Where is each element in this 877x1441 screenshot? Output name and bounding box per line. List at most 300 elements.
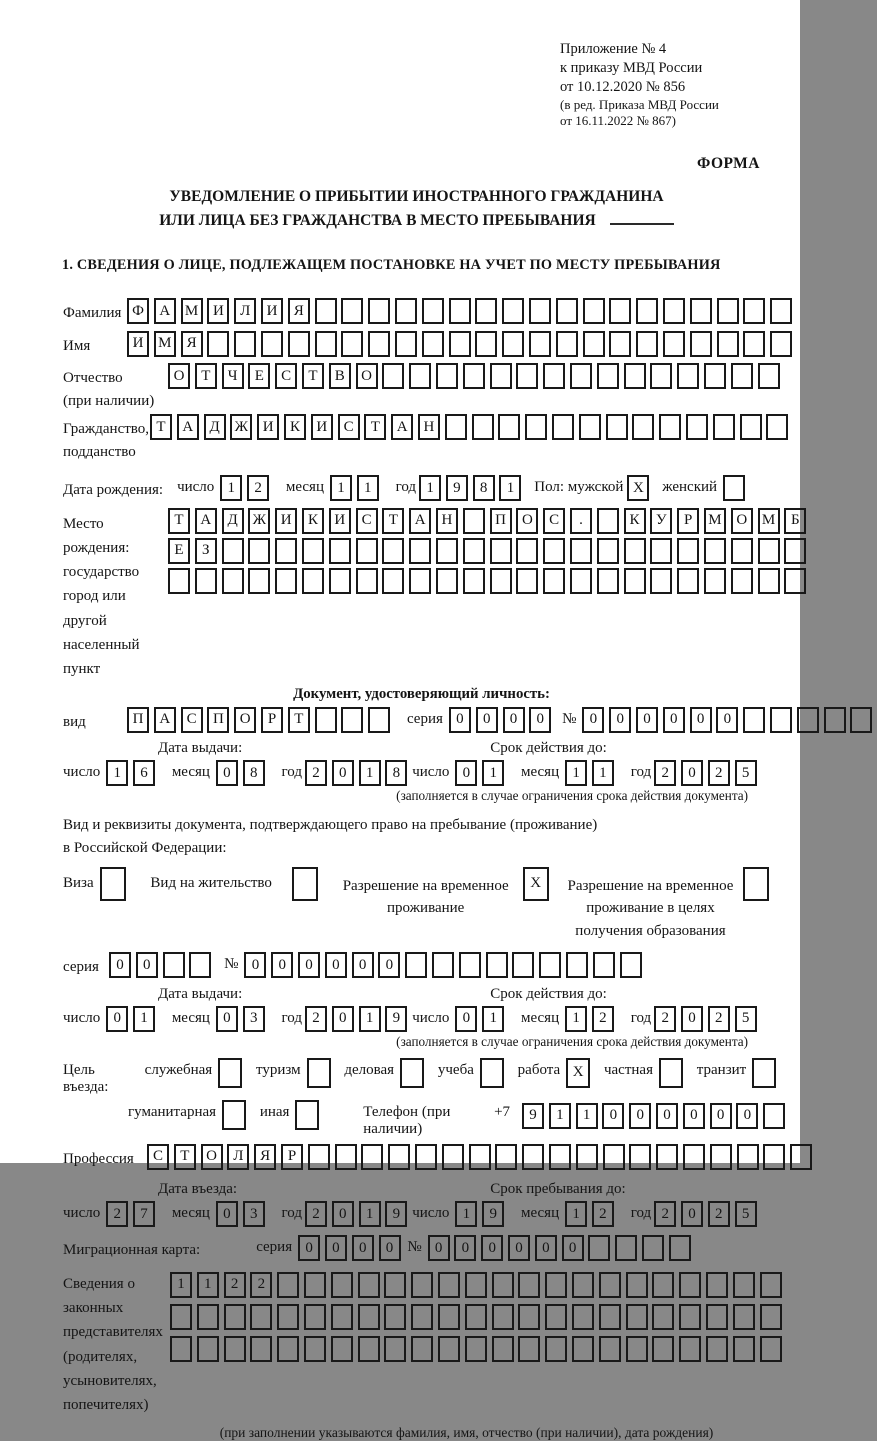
patronymic-cell[interactable] [382, 363, 404, 389]
legal-reps-cell[interactable] [572, 1272, 594, 1298]
surname-cell[interactable] [717, 298, 739, 324]
legal-reps-cell[interactable] [331, 1336, 353, 1362]
doc-kind-cell[interactable] [315, 707, 337, 733]
profession-cell[interactable]: О [201, 1144, 223, 1170]
residence-number-cell[interactable] [432, 952, 454, 978]
legal-reps-cell[interactable] [197, 1304, 219, 1330]
phone-cell[interactable]: 0 [656, 1103, 678, 1129]
phone-cell[interactable]: 9 [522, 1103, 544, 1129]
doc-kind-cell[interactable]: П [207, 707, 229, 733]
legal-reps-cell[interactable] [492, 1336, 514, 1362]
patronymic-cell[interactable] [463, 363, 485, 389]
residence-number-cell[interactable]: 0 [352, 952, 374, 978]
given-name-cell[interactable] [207, 331, 229, 357]
birth-place-cell[interactable] [195, 568, 217, 594]
purpose-official-checkbox[interactable] [218, 1058, 242, 1088]
legal-reps-cell[interactable]: 1 [197, 1272, 219, 1298]
sex-male-checkbox[interactable]: X [627, 475, 649, 501]
doc-number-cell[interactable]: 0 [636, 707, 658, 733]
residence-permit-checkbox[interactable] [292, 867, 318, 901]
phone-cell[interactable]: 0 [683, 1103, 705, 1129]
patronymic-cell[interactable] [731, 363, 753, 389]
patronymic-cell[interactable] [650, 363, 672, 389]
residence-issue-year-cell[interactable]: 0 [332, 1006, 354, 1032]
surname-cell[interactable]: И [261, 298, 283, 324]
legal-reps-cell[interactable] [760, 1336, 782, 1362]
birth-year-cell[interactable]: 8 [473, 475, 495, 501]
migration-number-cell[interactable]: 0 [562, 1235, 584, 1261]
citizenship-cell[interactable] [740, 414, 762, 440]
profession-cell[interactable] [361, 1144, 383, 1170]
legal-reps-cell[interactable] [411, 1336, 433, 1362]
phone-cell[interactable]: 0 [629, 1103, 651, 1129]
birth-day-cell[interactable]: 2 [247, 475, 269, 501]
residence-number-cell[interactable]: 0 [325, 952, 347, 978]
legal-reps-cell[interactable] [465, 1304, 487, 1330]
birth-place-cell[interactable]: З [195, 538, 217, 564]
birth-place-cell[interactable] [758, 568, 780, 594]
doc-number-cell[interactable] [824, 707, 846, 733]
birth-place-cell[interactable]: Н [436, 508, 458, 534]
given-name-cell[interactable]: И [127, 331, 149, 357]
profession-cell[interactable]: С [147, 1144, 169, 1170]
entry-month-cell[interactable]: 0 [216, 1201, 238, 1227]
birth-place-cell[interactable] [543, 568, 565, 594]
surname-cell[interactable] [368, 298, 390, 324]
birth-place-cell[interactable]: И [329, 508, 351, 534]
birth-place-cell[interactable]: С [356, 508, 378, 534]
residence-valid-day-cell[interactable]: 1 [482, 1006, 504, 1032]
phone-cell[interactable]: 1 [549, 1103, 571, 1129]
issue-year-cell[interactable]: 1 [359, 760, 381, 786]
residence-number-cell[interactable]: 0 [378, 952, 400, 978]
birth-place-cell[interactable] [597, 568, 619, 594]
surname-cell[interactable]: И [207, 298, 229, 324]
birth-place-cell[interactable] [302, 538, 324, 564]
legal-reps-cell[interactable]: 2 [250, 1272, 272, 1298]
purpose-private-checkbox[interactable] [659, 1058, 683, 1088]
patronymic-cell[interactable] [490, 363, 512, 389]
given-name-cell[interactable] [395, 331, 417, 357]
birth-place-cell[interactable] [222, 538, 244, 564]
doc-kind-cell[interactable]: П [127, 707, 149, 733]
profession-cell[interactable] [737, 1144, 759, 1170]
residence-valid-year-cell[interactable]: 0 [681, 1006, 703, 1032]
migration-series-cell[interactable]: 0 [298, 1235, 320, 1261]
residence-valid-year-cell[interactable]: 5 [735, 1006, 757, 1032]
birth-place-cell[interactable] [490, 538, 512, 564]
legal-reps-cell[interactable] [170, 1304, 192, 1330]
given-name-cell[interactable] [315, 331, 337, 357]
legal-reps-cell[interactable] [760, 1304, 782, 1330]
doc-number-cell[interactable] [797, 707, 819, 733]
legal-reps-cell[interactable] [465, 1336, 487, 1362]
surname-cell[interactable] [636, 298, 658, 324]
legal-reps-cell[interactable] [224, 1336, 246, 1362]
issue-day-cell[interactable]: 6 [133, 760, 155, 786]
birth-place-cell[interactable] [784, 568, 806, 594]
legal-reps-cell[interactable] [679, 1336, 701, 1362]
citizenship-cell[interactable]: К [284, 414, 306, 440]
legal-reps-cell[interactable] [706, 1304, 728, 1330]
valid-day-cell[interactable]: 1 [482, 760, 504, 786]
surname-cell[interactable] [770, 298, 792, 324]
citizenship-cell[interactable]: И [311, 414, 333, 440]
legal-reps-cell[interactable] [277, 1336, 299, 1362]
given-name-cell[interactable] [636, 331, 658, 357]
birth-place-cell[interactable]: Б [784, 508, 806, 534]
profession-cell[interactable] [710, 1144, 732, 1170]
birth-place-cell[interactable] [570, 568, 592, 594]
stay-day-cell[interactable]: 9 [482, 1201, 504, 1227]
legal-reps-cell[interactable] [652, 1336, 674, 1362]
migration-number-cell[interactable] [642, 1235, 664, 1261]
legal-reps-cell[interactable] [465, 1272, 487, 1298]
stay-month-cell[interactable]: 1 [565, 1201, 587, 1227]
legal-reps-cell[interactable] [733, 1272, 755, 1298]
patronymic-cell[interactable] [543, 363, 565, 389]
citizenship-cell[interactable] [445, 414, 467, 440]
doc-series-cell[interactable]: 0 [476, 707, 498, 733]
legal-reps-cell[interactable] [304, 1272, 326, 1298]
legal-reps-cell[interactable] [492, 1304, 514, 1330]
legal-reps-cell[interactable] [358, 1304, 380, 1330]
legal-reps-cell[interactable] [626, 1304, 648, 1330]
issue-month-cell[interactable]: 8 [243, 760, 265, 786]
doc-number-cell[interactable]: 0 [716, 707, 738, 733]
birth-place-cell[interactable] [650, 568, 672, 594]
doc-number-cell[interactable] [770, 707, 792, 733]
given-name-cell[interactable] [368, 331, 390, 357]
birth-place-cell[interactable] [275, 538, 297, 564]
stay-day-cell[interactable]: 1 [455, 1201, 477, 1227]
legal-reps-cell[interactable] [679, 1304, 701, 1330]
legal-reps-cell[interactable] [411, 1304, 433, 1330]
given-name-cell[interactable] [502, 331, 524, 357]
legal-reps-cell[interactable] [599, 1272, 621, 1298]
birth-place-cell[interactable]: Д [222, 508, 244, 534]
given-name-cell[interactable] [341, 331, 363, 357]
birth-month-cell[interactable]: 1 [357, 475, 379, 501]
patronymic-cell[interactable] [436, 363, 458, 389]
sex-female-checkbox[interactable] [723, 475, 745, 501]
residence-issue-day-cell[interactable]: 0 [106, 1006, 128, 1032]
birth-place-cell[interactable] [248, 538, 270, 564]
legal-reps-cell[interactable] [572, 1336, 594, 1362]
profession-cell[interactable] [335, 1144, 357, 1170]
birth-place-cell[interactable]: К [624, 508, 646, 534]
legal-reps-cell[interactable] [250, 1304, 272, 1330]
patronymic-cell[interactable] [677, 363, 699, 389]
birth-place-cell[interactable]: Ж [248, 508, 270, 534]
migration-series-cell[interactable]: 0 [379, 1235, 401, 1261]
surname-cell[interactable] [449, 298, 471, 324]
valid-year-cell[interactable]: 5 [735, 760, 757, 786]
birth-place-cell[interactable] [356, 568, 378, 594]
migration-number-cell[interactable]: 0 [481, 1235, 503, 1261]
birth-place-cell[interactable] [436, 538, 458, 564]
migration-series-cell[interactable]: 0 [325, 1235, 347, 1261]
birth-place-cell[interactable] [409, 568, 431, 594]
legal-reps-cell[interactable] [545, 1272, 567, 1298]
given-name-cell[interactable] [609, 331, 631, 357]
given-name-cell[interactable] [449, 331, 471, 357]
surname-cell[interactable] [609, 298, 631, 324]
given-name-cell[interactable] [583, 331, 605, 357]
doc-series-cell[interactable]: 0 [529, 707, 551, 733]
profession-cell[interactable]: Л [227, 1144, 249, 1170]
residence-valid-month-cell[interactable]: 2 [592, 1006, 614, 1032]
patronymic-cell[interactable] [570, 363, 592, 389]
surname-cell[interactable] [690, 298, 712, 324]
birth-place-cell[interactable]: К [302, 508, 324, 534]
purpose-other-checkbox[interactable] [295, 1100, 319, 1130]
doc-kind-cell[interactable]: Т [288, 707, 310, 733]
legal-reps-cell[interactable] [626, 1336, 648, 1362]
legal-reps-cell[interactable] [518, 1304, 540, 1330]
profession-cell[interactable] [388, 1144, 410, 1170]
residence-issue-month-cell[interactable]: 0 [216, 1006, 238, 1032]
temp-residence-permit-checkbox[interactable]: X [523, 867, 549, 901]
doc-kind-cell[interactable] [341, 707, 363, 733]
legal-reps-cell[interactable] [438, 1272, 460, 1298]
stay-year-cell[interactable]: 5 [735, 1201, 757, 1227]
migration-number-cell[interactable] [588, 1235, 610, 1261]
birth-place-cell[interactable] [168, 568, 190, 594]
issue-year-cell[interactable]: 0 [332, 760, 354, 786]
phone-cell[interactable] [763, 1103, 785, 1129]
birth-place-cell[interactable] [677, 568, 699, 594]
residence-valid-year-cell[interactable]: 2 [654, 1006, 676, 1032]
profession-cell[interactable]: Т [174, 1144, 196, 1170]
doc-number-cell[interactable]: 0 [690, 707, 712, 733]
doc-number-cell[interactable]: 0 [609, 707, 631, 733]
entry-year-cell[interactable]: 0 [332, 1201, 354, 1227]
legal-reps-cell[interactable] [224, 1304, 246, 1330]
legal-reps-cell[interactable] [706, 1272, 728, 1298]
legal-reps-cell[interactable] [358, 1336, 380, 1362]
given-name-cell[interactable] [422, 331, 444, 357]
migration-number-cell[interactable] [669, 1235, 691, 1261]
surname-cell[interactable]: Ф [127, 298, 149, 324]
birth-place-cell[interactable] [731, 538, 753, 564]
phone-cell[interactable]: 1 [576, 1103, 598, 1129]
citizenship-cell[interactable] [632, 414, 654, 440]
profession-cell[interactable]: Р [281, 1144, 303, 1170]
birth-place-cell[interactable] [704, 568, 726, 594]
profession-cell[interactable] [763, 1144, 785, 1170]
birth-year-cell[interactable]: 1 [499, 475, 521, 501]
birth-place-cell[interactable] [758, 538, 780, 564]
residence-number-cell[interactable] [512, 952, 534, 978]
legal-reps-cell[interactable] [411, 1272, 433, 1298]
patronymic-cell[interactable]: О [356, 363, 378, 389]
residence-series-cell[interactable]: 0 [109, 952, 131, 978]
purpose-business-checkbox[interactable] [400, 1058, 424, 1088]
doc-series-cell[interactable]: 0 [503, 707, 525, 733]
citizenship-cell[interactable] [713, 414, 735, 440]
citizenship-cell[interactable] [606, 414, 628, 440]
given-name-cell[interactable] [717, 331, 739, 357]
citizenship-cell[interactable]: Т [364, 414, 386, 440]
birth-place-cell[interactable] [516, 538, 538, 564]
citizenship-cell[interactable] [525, 414, 547, 440]
birth-place-cell[interactable]: С [543, 508, 565, 534]
birth-place-cell[interactable] [543, 538, 565, 564]
visa-checkbox[interactable] [100, 867, 126, 901]
given-name-cell[interactable] [743, 331, 765, 357]
doc-kind-cell[interactable]: О [234, 707, 256, 733]
citizenship-cell[interactable]: С [338, 414, 360, 440]
surname-cell[interactable] [743, 298, 765, 324]
birth-place-cell[interactable] [463, 568, 485, 594]
profession-cell[interactable] [683, 1144, 705, 1170]
birth-place-cell[interactable] [356, 538, 378, 564]
birth-place-cell[interactable]: У [650, 508, 672, 534]
birth-place-cell[interactable] [302, 568, 324, 594]
residence-number-cell[interactable] [593, 952, 615, 978]
entry-year-cell[interactable]: 1 [359, 1201, 381, 1227]
profession-cell[interactable] [790, 1144, 812, 1170]
entry-day-cell[interactable]: 2 [106, 1201, 128, 1227]
phone-cell[interactable]: 0 [602, 1103, 624, 1129]
stay-month-cell[interactable]: 2 [592, 1201, 614, 1227]
birth-place-cell[interactable] [570, 538, 592, 564]
residence-number-cell[interactable] [486, 952, 508, 978]
residence-valid-month-cell[interactable]: 1 [565, 1006, 587, 1032]
citizenship-cell[interactable] [766, 414, 788, 440]
patronymic-cell[interactable]: Ч [222, 363, 244, 389]
migration-number-cell[interactable]: 0 [428, 1235, 450, 1261]
given-name-cell[interactable] [663, 331, 685, 357]
residence-valid-year-cell[interactable]: 2 [708, 1006, 730, 1032]
given-name-cell[interactable] [288, 331, 310, 357]
legal-reps-cell[interactable] [760, 1272, 782, 1298]
migration-number-cell[interactable] [615, 1235, 637, 1261]
stay-year-cell[interactable]: 2 [708, 1201, 730, 1227]
profession-cell[interactable] [415, 1144, 437, 1170]
residence-number-cell[interactable]: 0 [271, 952, 293, 978]
birth-place-cell[interactable] [624, 538, 646, 564]
legal-reps-cell[interactable]: 2 [224, 1272, 246, 1298]
entry-year-cell[interactable]: 9 [385, 1201, 407, 1227]
birth-month-cell[interactable]: 1 [330, 475, 352, 501]
citizenship-cell[interactable] [686, 414, 708, 440]
stay-year-cell[interactable]: 0 [681, 1201, 703, 1227]
patronymic-cell[interactable] [409, 363, 431, 389]
citizenship-cell[interactable] [659, 414, 681, 440]
surname-cell[interactable]: А [154, 298, 176, 324]
given-name-cell[interactable] [556, 331, 578, 357]
legal-reps-cell[interactable] [679, 1272, 701, 1298]
legal-reps-cell[interactable] [599, 1304, 621, 1330]
stay-year-cell[interactable]: 2 [654, 1201, 676, 1227]
birth-place-cell[interactable]: Т [382, 508, 404, 534]
legal-reps-cell[interactable] [170, 1336, 192, 1362]
patronymic-cell[interactable]: В [329, 363, 351, 389]
birth-place-cell[interactable] [677, 538, 699, 564]
citizenship-cell[interactable] [498, 414, 520, 440]
phone-cell[interactable]: 0 [736, 1103, 758, 1129]
citizenship-cell[interactable]: Ж [230, 414, 252, 440]
patronymic-cell[interactable]: Е [248, 363, 270, 389]
legal-reps-cell[interactable] [384, 1304, 406, 1330]
surname-cell[interactable] [475, 298, 497, 324]
legal-reps-cell[interactable] [518, 1272, 540, 1298]
surname-cell[interactable] [583, 298, 605, 324]
profession-cell[interactable] [442, 1144, 464, 1170]
patronymic-cell[interactable]: Т [195, 363, 217, 389]
edu-residence-permit-checkbox[interactable] [743, 867, 769, 901]
residence-number-cell[interactable]: 0 [244, 952, 266, 978]
birth-place-cell[interactable] [436, 568, 458, 594]
legal-reps-cell[interactable] [250, 1336, 272, 1362]
residence-issue-year-cell[interactable]: 1 [359, 1006, 381, 1032]
entry-year-cell[interactable]: 2 [305, 1201, 327, 1227]
legal-reps-cell[interactable] [304, 1304, 326, 1330]
valid-year-cell[interactable]: 2 [654, 760, 676, 786]
legal-reps-cell[interactable] [733, 1336, 755, 1362]
patronymic-cell[interactable]: О [168, 363, 190, 389]
migration-number-cell[interactable]: 0 [454, 1235, 476, 1261]
birth-place-cell[interactable] [624, 568, 646, 594]
doc-kind-cell[interactable] [368, 707, 390, 733]
legal-reps-cell[interactable] [572, 1304, 594, 1330]
purpose-transit-checkbox[interactable] [752, 1058, 776, 1088]
profession-cell[interactable] [549, 1144, 571, 1170]
doc-number-cell[interactable] [850, 707, 872, 733]
profession-cell[interactable] [576, 1144, 598, 1170]
valid-day-cell[interactable]: 0 [455, 760, 477, 786]
issue-month-cell[interactable]: 0 [216, 760, 238, 786]
birth-place-cell[interactable]: О [731, 508, 753, 534]
birth-place-cell[interactable] [463, 508, 485, 534]
migration-number-cell[interactable]: 0 [535, 1235, 557, 1261]
legal-reps-cell[interactable] [706, 1336, 728, 1362]
migration-number-cell[interactable]: 0 [508, 1235, 530, 1261]
doc-kind-cell[interactable]: С [181, 707, 203, 733]
birth-place-cell[interactable] [409, 538, 431, 564]
birth-place-cell[interactable]: П [490, 508, 512, 534]
purpose-tourism-checkbox[interactable] [307, 1058, 331, 1088]
residence-series-cell[interactable] [163, 952, 185, 978]
profession-cell[interactable] [495, 1144, 517, 1170]
surname-cell[interactable]: Л [234, 298, 256, 324]
birth-place-cell[interactable]: А [195, 508, 217, 534]
citizenship-cell[interactable]: Д [204, 414, 226, 440]
legal-reps-cell[interactable]: 1 [170, 1272, 192, 1298]
citizenship-cell[interactable] [472, 414, 494, 440]
given-name-cell[interactable] [690, 331, 712, 357]
given-name-cell[interactable] [234, 331, 256, 357]
residence-number-cell[interactable] [405, 952, 427, 978]
patronymic-cell[interactable]: С [275, 363, 297, 389]
birth-place-cell[interactable] [248, 568, 270, 594]
residence-valid-day-cell[interactable]: 0 [455, 1006, 477, 1032]
patronymic-cell[interactable] [516, 363, 538, 389]
legal-reps-cell[interactable] [438, 1336, 460, 1362]
surname-cell[interactable]: Я [288, 298, 310, 324]
residence-number-cell[interactable] [566, 952, 588, 978]
residence-series-cell[interactable] [189, 952, 211, 978]
birth-place-cell[interactable] [222, 568, 244, 594]
birth-place-cell[interactable]: М [704, 508, 726, 534]
legal-reps-cell[interactable] [652, 1272, 674, 1298]
patronymic-cell[interactable] [597, 363, 619, 389]
phone-cell[interactable]: 0 [710, 1103, 732, 1129]
birth-place-cell[interactable]: Т [168, 508, 190, 534]
entry-day-cell[interactable]: 7 [133, 1201, 155, 1227]
